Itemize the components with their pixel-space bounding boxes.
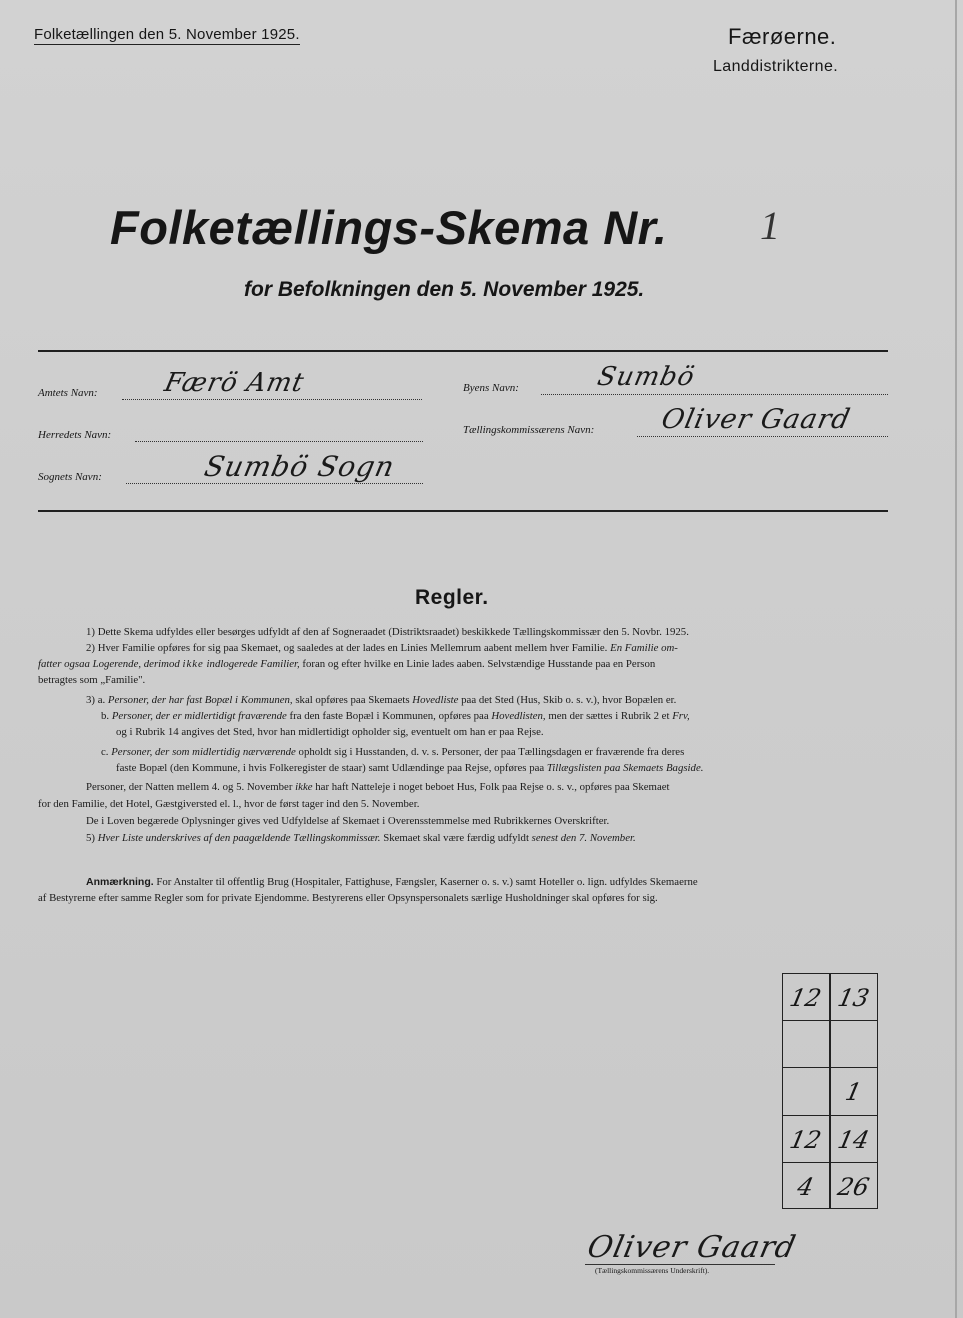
bottom-divider [38, 510, 888, 512]
herred-line [135, 440, 423, 442]
sogn-value[interactable]: Sumbö Sogn [201, 450, 398, 483]
by-line [541, 393, 888, 395]
rule-4-line-2: for den Familie, det Hotel, Gæstgiversted el. l., hvor de først tager ind den 5. November. [38, 798, 420, 810]
tally-total-row [782, 1162, 878, 1210]
region-title: Færøerne. [728, 24, 837, 49]
herred-label: Herredets Navn: [38, 429, 112, 441]
tally-grid [782, 973, 878, 1209]
tally-row [782, 1115, 878, 1163]
rule-3b-line-1: b. Personer, der er midlertidigt fraværende fra den faste Bopæl i Kommunen, opføres paa Hovedlisten, men der sættes i Rubrik 2 et Frv, [101, 710, 690, 722]
top-divider [38, 350, 888, 352]
tally-cell[interactable]: 1 [842, 1078, 865, 1106]
rule-3b-line-2: og i Rubrik 14 angives det Sted, hvor han midlertidigt opholder sig, eventuelt om han er paa Rejse. [116, 726, 544, 738]
tally-cell[interactable]: 13 [835, 984, 872, 1012]
rule-4-line-3: De i Loven begærede Oplysninger gives ved Udfyldelse af Skemaet i Overensstemmelse med Rubrikkernes Overskrifter. [86, 815, 610, 827]
rule-5: 5) Hver Liste underskrives af den paagældende Tællingskommissær. Skemaet skal være færdig udfyldt senest den 7. November. [86, 832, 636, 844]
rule-2-line-2: fatter ogsaa Logerende, derimod ikke indlogerede Familier, foran og efter hvilke en Linie lades aaben. Selvstændige Husstande paa en Person [38, 658, 656, 670]
rule-3c-line-1: c. Personer, der som midlertidig nærværende opholdt sig i Husstanden, d. v. s. Personer, der paa Tællingsdagen er fraværende fra deres [101, 746, 685, 758]
region-subtitle: Landdistrikterne. [713, 58, 839, 75]
rule-1: 1) Dette Skema udfyldes eller besørges udfyldt af den af Sogneraadet (Distriktsraadet) beskikkede Tællingskommissær den 5. Novbr. 1925. [86, 626, 689, 638]
tally-row [782, 1067, 878, 1115]
rule-4-line-1: Personer, der Natten mellem 4. og 5. November ikke har haft Natteleje i noget beboet Hus, Folk paa Rejse o. s. v., opføres paa Skemaet [86, 781, 670, 793]
sogn-label: Sognets Navn: [38, 471, 102, 483]
census-date-header: Folketællingen den 5. November 1925. [34, 26, 300, 43]
rule-2-line-1: 2) Hver Familie opføres for sig paa Skemaet, og saaledes at der lades en Linies Mellemrum aabent mellem hver Familie. En Familie om- [86, 642, 678, 654]
bleed-through-text [40, 560, 45, 579]
tally-cell[interactable]: 14 [835, 1126, 872, 1154]
kommissaer-label: Tællingskommissærens Navn: [463, 424, 595, 436]
rule-3c-line-2: faste Bopæl (den Kommune, i hvis Folkeregister de staar) samt Udlændinge paa Rejse, opføres paa Tillægslisten paa Skemaets Bagside. [116, 762, 704, 774]
rule-3a: 3) a. Personer, der har fast Bopæl i Kommunen, skal opføres paa Skemaets Hovedliste paa det Sted (Hus, Skib o. s. v.), hvor Bopælen er. [86, 694, 677, 706]
form-title: Folketællings-Skema Nr. [110, 201, 668, 254]
note-line-1: Anmærkning. For Anstalter til offentlig Brug (Hospitaler, Fattighuse, Fængsler, Kaserner o. s. v.) samt Hoteller o. lign. udfyldes Skemaerne [86, 876, 698, 888]
page-edge [955, 0, 957, 1318]
kommissaer-line [637, 435, 888, 437]
kommissaer-value[interactable]: Oliver Gaard [658, 404, 854, 435]
amt-label: Amtets Navn: [38, 387, 98, 399]
amt-line [122, 398, 422, 400]
tally-cell[interactable]: 12 [787, 984, 824, 1012]
note-line-2: af Bestyrerne efter samme Regler som for private Ejendomme. Bestyrerens eller Opsynspersonalets særlige Husholdninger skal opføres for sig. [38, 892, 658, 904]
by-value[interactable]: Sumbö [594, 362, 698, 392]
signature-caption: (Tællingskommissærens Underskrift). [595, 1266, 710, 1275]
amt-value[interactable]: Færö Amt [161, 368, 308, 398]
signature[interactable]: Oliver Gaard [584, 1230, 800, 1265]
tally-total-right[interactable]: 26 [835, 1173, 872, 1201]
form-subtitle: for Befolkningen den 5. November 1925. [244, 278, 645, 301]
form-number-handwritten: 1 [760, 203, 780, 248]
by-label: Byens Navn: [463, 382, 519, 394]
tally-row [782, 973, 878, 1021]
tally-cell[interactable]: 12 [787, 1126, 824, 1154]
tally-row [782, 1020, 878, 1068]
tally-total-left[interactable]: 4 [794, 1173, 817, 1201]
rule-2-line-3: betragtes som „Familie". [38, 674, 146, 686]
rules-heading: Regler. [415, 586, 489, 609]
